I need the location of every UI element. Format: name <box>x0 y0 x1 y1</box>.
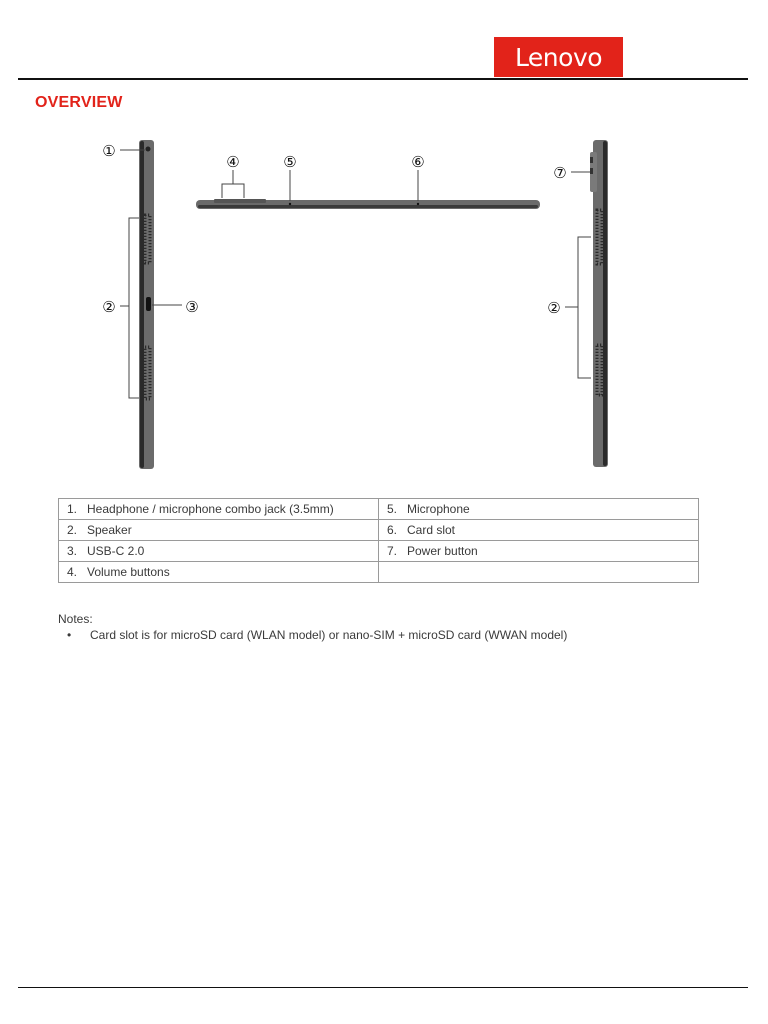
callout-6: ⑥ <box>411 153 425 171</box>
table-cell <box>379 562 699 583</box>
table-row <box>59 541 699 562</box>
notes-item <box>58 628 567 642</box>
table-cell <box>379 520 699 541</box>
footer-divider <box>18 987 748 988</box>
bullet-glyph: • <box>67 628 72 642</box>
callout-2-right: ② <box>547 299 561 317</box>
item-label: USB-C 2.0 <box>87 544 145 558</box>
callout-3: ③ <box>185 298 199 316</box>
card-slot <box>417 203 419 205</box>
item-number: 4. <box>67 565 78 579</box>
tablet-right-side-view <box>590 140 608 467</box>
microphone-hole <box>289 203 291 205</box>
item-number: 2. <box>67 523 78 537</box>
item-label: Speaker <box>87 523 132 537</box>
tablet-top-edge-view <box>196 199 540 209</box>
lenovo-logo: Lenovo <box>494 37 623 77</box>
table-row <box>59 499 699 520</box>
item-label: Card slot <box>407 523 456 537</box>
item-label: Power button <box>407 544 478 558</box>
table-cell <box>379 541 699 562</box>
item-label: Volume buttons <box>87 565 170 579</box>
table-cell <box>59 562 379 583</box>
table-row <box>59 520 699 541</box>
table-row <box>59 562 699 583</box>
item-number: 3. <box>67 544 78 558</box>
callout-5: ⑤ <box>283 153 297 171</box>
notes-section <box>58 612 567 642</box>
callout-4: ④ <box>226 153 240 171</box>
item-number: 5. <box>387 502 398 516</box>
volume-buttons <box>214 199 266 203</box>
callout-7: ⑦ <box>553 164 567 182</box>
tablet-overview-figure <box>0 0 768 490</box>
item-label: Microphone <box>407 502 470 516</box>
table-cell <box>379 499 699 520</box>
notes-title: Notes: <box>58 612 93 626</box>
notes-item-text: Card slot is for microSD card (WLAN model) or nano-SIM + microSD card (WWAN model) <box>90 628 568 642</box>
tablet-left-side-view <box>139 140 154 469</box>
table-cell <box>59 541 379 562</box>
item-number: 6. <box>387 523 398 537</box>
item-label: Headphone / microphone combo jack (3.5mm) <box>87 502 334 516</box>
usb-c-port <box>146 297 151 311</box>
table-cell <box>59 499 379 520</box>
table-cell <box>59 520 379 541</box>
headphone-jack <box>146 147 151 152</box>
leader-lines <box>120 150 591 398</box>
component-legend-table <box>58 498 699 583</box>
section-title: OVERVIEW <box>35 94 123 111</box>
callout-1: ① <box>102 142 116 160</box>
callout-2-left: ② <box>102 298 116 316</box>
item-number: 1. <box>67 502 78 516</box>
item-number: 7. <box>387 544 398 558</box>
